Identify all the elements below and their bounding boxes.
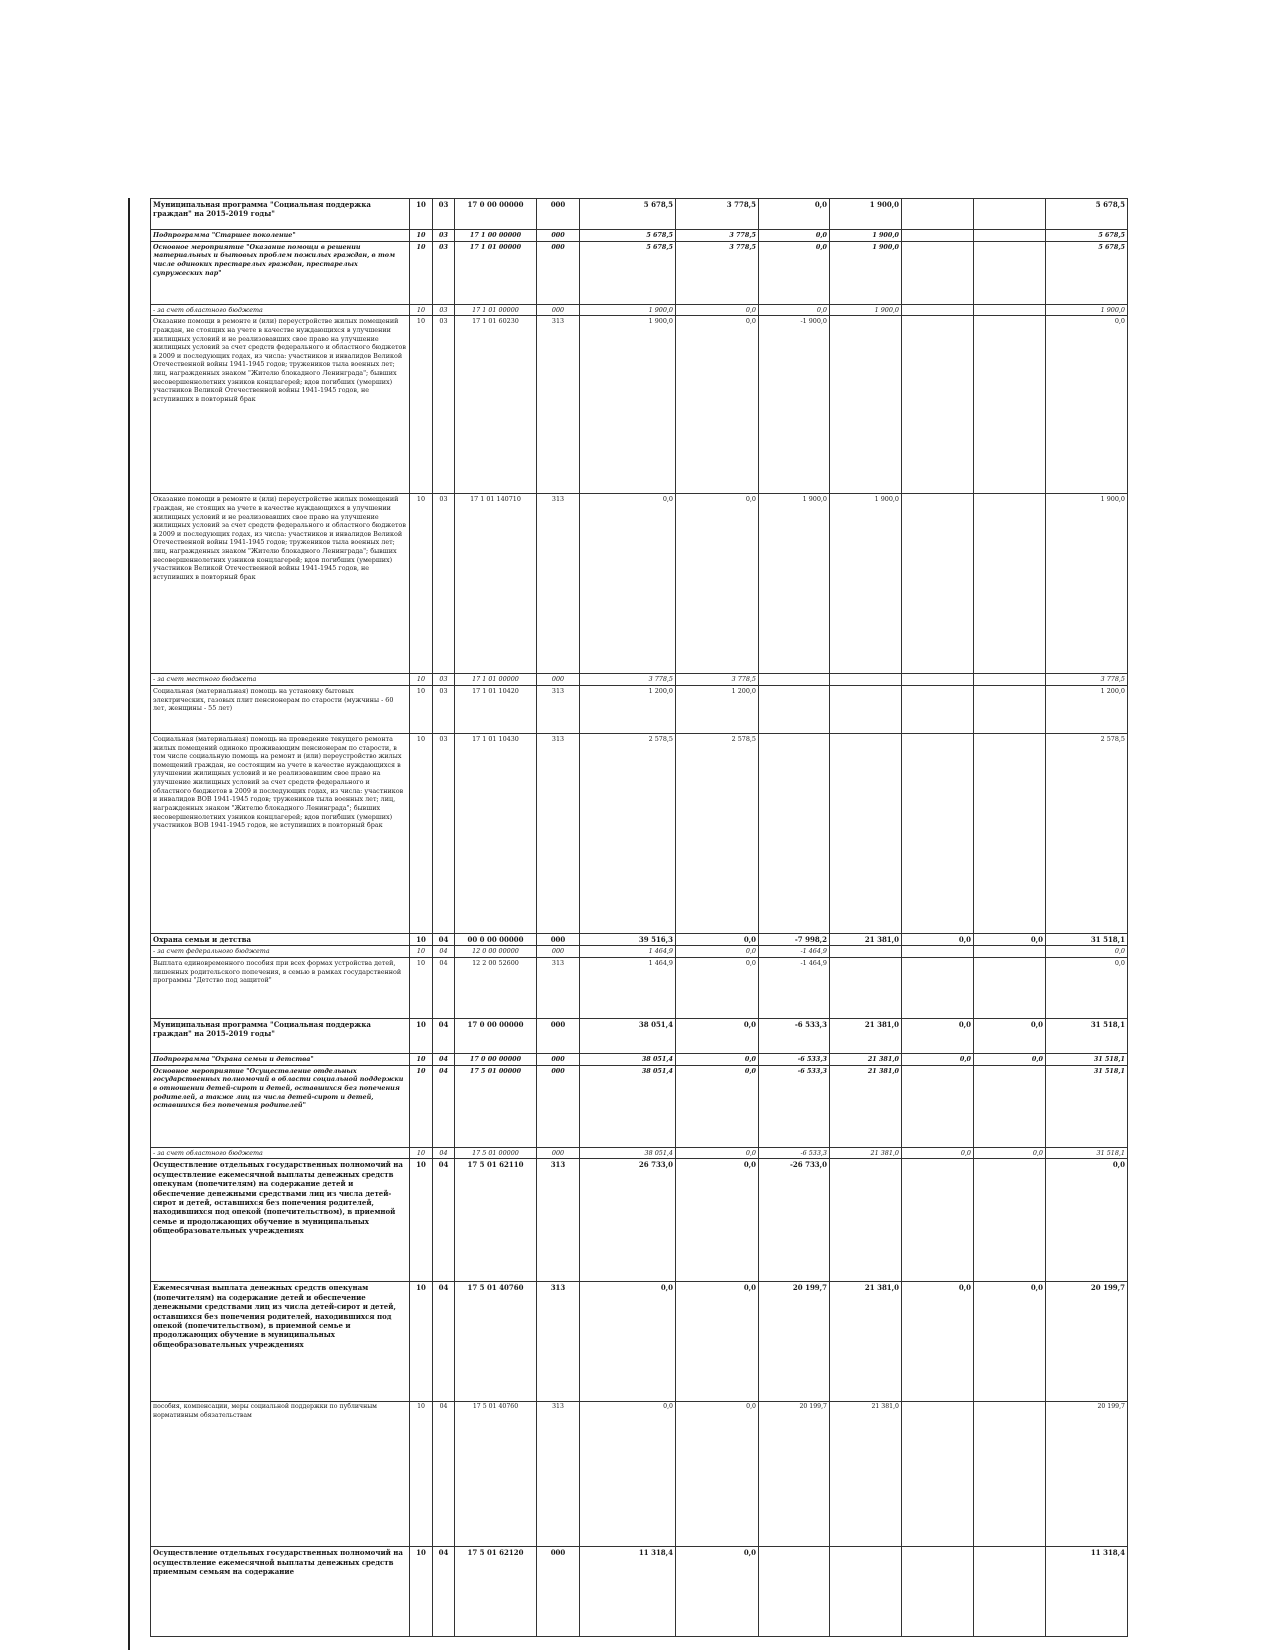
cell-amount-other <box>974 1065 1046 1147</box>
cell-section: 10 <box>410 494 433 674</box>
cell-expense-type: 000 <box>537 1019 580 1054</box>
cell-amount-other <box>974 316 1046 494</box>
cell-amount-approved: 38 051,4 <box>580 1065 676 1147</box>
cell-amount-change: 0,0 <box>759 230 830 242</box>
cell-target-article: 17 5 01 62110 <box>455 1159 537 1282</box>
cell-amount-regional <box>830 316 902 494</box>
cell-amount-federal: 0,0 <box>902 1019 974 1054</box>
cell-amount-local: 0,0 <box>676 494 759 674</box>
cell-amount-other <box>974 674 1046 686</box>
cell-amount-regional <box>830 946 902 958</box>
cell-amount-change: -1 464,9 <box>759 958 830 1019</box>
cell-target-article: 17 1 01 10430 <box>455 733 537 933</box>
cell-amount-total: 31 518,1 <box>1046 933 1128 945</box>
cell-amount-total: 2 578,5 <box>1046 733 1128 933</box>
cell-expense-type: 313 <box>537 685 580 733</box>
cell-name: Осуществление отдельных государственных полномочий на осуществление ежемесячной выплаты денежных средств приемным семьям на содержание <box>151 1547 410 1637</box>
cell-amount-local: 2 578,5 <box>676 733 759 933</box>
cell-target-article: 17 5 01 40760 <box>455 1402 537 1547</box>
cell-amount-approved: 38 051,4 <box>580 1019 676 1054</box>
cell-amount-federal <box>902 685 974 733</box>
cell-target-article: 17 1 01 00000 <box>455 241 537 304</box>
cell-amount-other <box>974 241 1046 304</box>
cell-amount-approved: 1 464,9 <box>580 958 676 1019</box>
cell-section: 10 <box>410 958 433 1019</box>
cell-amount-approved: 0,0 <box>580 1282 676 1402</box>
cell-amount-local: 0,0 <box>676 1019 759 1054</box>
cell-amount-total: 11 318,4 <box>1046 1547 1128 1637</box>
cell-subsection: 03 <box>433 199 455 230</box>
cell-section: 10 <box>410 304 433 316</box>
cell-amount-local: 0,0 <box>676 316 759 494</box>
cell-amount-local: 0,0 <box>676 1402 759 1547</box>
cell-amount-approved: 26 733,0 <box>580 1159 676 1282</box>
cell-amount-regional: 21 381,0 <box>830 1282 902 1402</box>
cell-amount-total: 1 900,0 <box>1046 304 1128 316</box>
cell-section: 10 <box>410 199 433 230</box>
cell-amount-other <box>974 733 1046 933</box>
cell-amount-approved: 1 900,0 <box>580 304 676 316</box>
cell-amount-federal <box>902 494 974 674</box>
cell-amount-regional: 21 381,0 <box>830 933 902 945</box>
cell-subsection: 03 <box>433 733 455 933</box>
page-left-rule <box>128 198 130 1650</box>
cell-amount-other: 0,0 <box>974 1282 1046 1402</box>
cell-amount-regional <box>830 1159 902 1282</box>
table-row <box>151 230 1128 242</box>
cell-amount-local: 0,0 <box>676 1547 759 1637</box>
cell-subsection: 04 <box>433 1019 455 1054</box>
cell-name: Основное мероприятие "Оказание помощи в решении материальных и бытовых проблем пожилых граждан, в том числе одиноких престарелых граждан, престарелых супружеских пар" <box>151 241 410 304</box>
cell-amount-change <box>759 733 830 933</box>
cell-amount-federal <box>902 199 974 230</box>
cell-expense-type: 000 <box>537 1065 580 1147</box>
cell-amount-federal: 0,0 <box>902 1054 974 1066</box>
cell-name: Социальная (материальная) помощь на проведение текущего ремонта жилых помещений одиноко проживающим пенсионерам по старости, в том числе социальную помощь на ремонт и (или) переустройство жилых помещений граждан, не состоящим на учете в качестве нуждающихся в улучшении жилищных условий и не реализовавшим свое право на улучшение жилищных условий за счет средств федерального и областного бюджетов в 2009 и последующих годах, из числа: участников и инвалидов ВОВ 1941-1945 годов; тружеников тыла военных лет; лиц, награжденных знаком "Жителю блокадного Ленинграда"; бывших несовершеннолетних узников концлагерей; вдов погибших (умерших) участников ВОВ 1941-1945 годов, не вступивших в повторный брак <box>151 733 410 933</box>
cell-expense-type: 313 <box>537 958 580 1019</box>
cell-amount-regional <box>830 685 902 733</box>
cell-amount-federal <box>902 1065 974 1147</box>
table-row <box>151 733 1128 933</box>
cell-target-article: 00 0 00 00000 <box>455 933 537 945</box>
cell-amount-local: 3 778,5 <box>676 674 759 686</box>
cell-amount-other: 0,0 <box>974 933 1046 945</box>
cell-section: 10 <box>410 933 433 945</box>
cell-amount-approved: 5 678,5 <box>580 230 676 242</box>
cell-amount-approved: 38 051,4 <box>580 1147 676 1159</box>
cell-amount-federal <box>902 946 974 958</box>
cell-subsection: 04 <box>433 1065 455 1147</box>
cell-target-article: 17 0 00 00000 <box>455 1019 537 1054</box>
cell-amount-local: 0,0 <box>676 958 759 1019</box>
table-row <box>151 199 1128 230</box>
cell-amount-change: 0,0 <box>759 199 830 230</box>
cell-amount-regional <box>830 733 902 933</box>
cell-amount-total: 20 199,7 <box>1046 1402 1128 1547</box>
table-row <box>151 958 1128 1019</box>
cell-amount-approved: 1 900,0 <box>580 316 676 494</box>
cell-amount-regional: 21 381,0 <box>830 1054 902 1066</box>
cell-amount-other: 0,0 <box>974 1147 1046 1159</box>
cell-subsection: 03 <box>433 241 455 304</box>
cell-amount-approved: 3 778,5 <box>580 674 676 686</box>
cell-amount-regional: 21 381,0 <box>830 1402 902 1547</box>
cell-name: Основное мероприятие "Осуществление отдельных государственных полномочий в области социальной поддержки в отношении детей-сирот и детей, оставшихся без попечения родителей, а также лиц из числа детей-сирот и детей, оставшихся без попечения родителей" <box>151 1065 410 1147</box>
cell-amount-approved: 39 516,3 <box>580 933 676 945</box>
cell-amount-other <box>974 946 1046 958</box>
cell-amount-change <box>759 1547 830 1637</box>
cell-amount-local: 0,0 <box>676 304 759 316</box>
cell-amount-regional: 1 900,0 <box>830 241 902 304</box>
cell-subsection: 03 <box>433 230 455 242</box>
cell-name: Оказание помощи в ремонте и (или) переустройстве жилых помещений граждан, не стоящих на учете в качестве нуждающихся в улучшении жилищных условий и не реализовавших свое право на улучшение жилищных условий за счет средств федерального и областного бюджетов в 2009 и последующих годах, из числа: участников и инвалидов Великой Отечественной войны 1941-1945 годов; тружеников тыла военных лет; лиц, награжденных знаком "Жителю блокадного Ленинграда"; бывших несовершеннолетних узников концлагерей; вдов погибших (умерших) участников Великой Отечественной войны 1941-1945 годов, не вступивших в повторный брак <box>151 494 410 674</box>
cell-amount-change: -1 900,0 <box>759 316 830 494</box>
cell-amount-federal <box>902 1159 974 1282</box>
cell-amount-federal <box>902 733 974 933</box>
table-row <box>151 1147 1128 1159</box>
cell-amount-total: 5 678,5 <box>1046 199 1128 230</box>
cell-amount-regional: 1 900,0 <box>830 304 902 316</box>
cell-expense-type: 313 <box>537 733 580 933</box>
cell-amount-local: 0,0 <box>676 933 759 945</box>
cell-amount-other <box>974 304 1046 316</box>
cell-amount-change <box>759 674 830 686</box>
cell-amount-change: -6 533,3 <box>759 1147 830 1159</box>
cell-name: - за счет федерального бюджета <box>151 946 410 958</box>
table-row <box>151 946 1128 958</box>
cell-amount-local: 0,0 <box>676 946 759 958</box>
cell-section: 10 <box>410 733 433 933</box>
cell-subsection: 03 <box>433 674 455 686</box>
cell-expense-type: 313 <box>537 1402 580 1547</box>
cell-name: пособия, компенсации, меры социальной поддержки по публичным нормативным обязательствам <box>151 1402 410 1547</box>
table-row <box>151 304 1128 316</box>
cell-expense-type: 000 <box>537 304 580 316</box>
cell-target-article: 17 0 00 00000 <box>455 1054 537 1066</box>
cell-expense-type: 000 <box>537 946 580 958</box>
cell-expense-type: 313 <box>537 1282 580 1402</box>
cell-name: Выплата единовременного пособия при всех формах устройства детей, лишенных родительского попечения, в семью в рамках государственной программы "Детство под защитой" <box>151 958 410 1019</box>
cell-name: Оказание помощи в ремонте и (или) переустройстве жилых помещений граждан, не стоящих на учете в качестве нуждающихся в улучшении жилищных условий и не реализовавших свое право на улучшение жилищных условий за счет средств федерального и областного бюджетов в 2009 и последующих годах, из числа: участников и инвалидов Великой Отечественной войны 1941-1945 годов; тружеников тыла военных лет; лиц, награжденных знаком "Жителю блокадного Ленинграда"; бывших несовершеннолетних узников концлагерей; вдов погибших (умерших) участников Великой Отечественной войны 1941-1945 годов, не вступивших в повторный брак <box>151 316 410 494</box>
cell-target-article: 17 0 00 00000 <box>455 199 537 230</box>
cell-amount-local: 3 778,5 <box>676 199 759 230</box>
cell-amount-federal <box>902 241 974 304</box>
cell-amount-federal <box>902 1402 974 1547</box>
cell-amount-change: -26 733,0 <box>759 1159 830 1282</box>
cell-amount-regional <box>830 958 902 1019</box>
cell-amount-local: 3 778,5 <box>676 241 759 304</box>
cell-amount-regional: 1 900,0 <box>830 199 902 230</box>
cell-amount-approved: 5 678,5 <box>580 199 676 230</box>
cell-amount-approved: 38 051,4 <box>580 1054 676 1066</box>
cell-amount-approved: 2 578,5 <box>580 733 676 933</box>
cell-target-article: 17 5 01 62120 <box>455 1547 537 1637</box>
cell-name: Ежемесячная выплата денежных средств опекунам (попечителям) на содержание детей и обеспечение денежными средствами лиц из числа детей-сирот и детей, оставшихся без попечения родителей, находившихся под опекой (попечительством), в приемной семье и продолжающих обучение в муниципальных общеобразовательных учреждениях <box>151 1282 410 1402</box>
table-row <box>151 674 1128 686</box>
cell-expense-type: 000 <box>537 1547 580 1637</box>
cell-amount-change: 0,0 <box>759 304 830 316</box>
cell-amount-federal <box>902 230 974 242</box>
cell-amount-total: 3 778,5 <box>1046 674 1128 686</box>
cell-section: 10 <box>410 1054 433 1066</box>
cell-amount-total: 0,0 <box>1046 316 1128 494</box>
cell-target-article: 17 1 01 60230 <box>455 316 537 494</box>
cell-section: 10 <box>410 1065 433 1147</box>
cell-target-article: 17 1 01 00000 <box>455 304 537 316</box>
cell-amount-change: -7 998,2 <box>759 933 830 945</box>
cell-amount-total: 1 200,0 <box>1046 685 1128 733</box>
cell-subsection: 04 <box>433 933 455 945</box>
cell-amount-local: 0,0 <box>676 1282 759 1402</box>
cell-expense-type: 313 <box>537 1159 580 1282</box>
table-row <box>151 1065 1128 1147</box>
cell-section: 10 <box>410 1282 433 1402</box>
budget-table-body <box>151 199 1128 1637</box>
cell-amount-total: 0,0 <box>1046 946 1128 958</box>
cell-name: Охрана семьи и детства <box>151 933 410 945</box>
cell-amount-local: 0,0 <box>676 1147 759 1159</box>
cell-amount-other <box>974 230 1046 242</box>
cell-section: 10 <box>410 1159 433 1282</box>
cell-name: - за счет областного бюджета <box>151 304 410 316</box>
cell-amount-other: 0,0 <box>974 1019 1046 1054</box>
cell-name: Муниципальная программа "Социальная поддержка граждан" на 2015-2019 годы" <box>151 1019 410 1054</box>
table-row <box>151 316 1128 494</box>
cell-amount-federal: 0,0 <box>902 1282 974 1402</box>
cell-amount-change: 20 199,7 <box>759 1282 830 1402</box>
cell-target-article: 17 5 01 40760 <box>455 1282 537 1402</box>
cell-target-article: 17 1 01 00000 <box>455 674 537 686</box>
cell-subsection: 04 <box>433 1147 455 1159</box>
cell-expense-type: 313 <box>537 494 580 674</box>
cell-amount-change: -6 533,3 <box>759 1065 830 1147</box>
cell-amount-approved: 0,0 <box>580 494 676 674</box>
cell-amount-federal <box>902 316 974 494</box>
cell-amount-other <box>974 494 1046 674</box>
cell-amount-approved: 1 464,9 <box>580 946 676 958</box>
cell-amount-regional: 1 900,0 <box>830 230 902 242</box>
cell-amount-other <box>974 1547 1046 1637</box>
cell-subsection: 03 <box>433 685 455 733</box>
cell-amount-other <box>974 1159 1046 1282</box>
cell-name: - за счет местного бюджета <box>151 674 410 686</box>
cell-name: Муниципальная программа "Социальная поддержка граждан" на 2015-2019 годы" <box>151 199 410 230</box>
cell-amount-change: -6 533,3 <box>759 1054 830 1066</box>
table-row <box>151 494 1128 674</box>
cell-expense-type: 000 <box>537 199 580 230</box>
cell-target-article: 17 1 01 140710 <box>455 494 537 674</box>
cell-amount-local: 3 778,5 <box>676 230 759 242</box>
cell-amount-total: 1 900,0 <box>1046 494 1128 674</box>
cell-amount-regional: 21 381,0 <box>830 1065 902 1147</box>
cell-section: 10 <box>410 685 433 733</box>
cell-amount-total: 5 678,5 <box>1046 230 1128 242</box>
cell-section: 10 <box>410 241 433 304</box>
cell-amount-regional <box>830 1547 902 1637</box>
cell-amount-federal <box>902 1547 974 1637</box>
cell-amount-other: 0,0 <box>974 1054 1046 1066</box>
cell-amount-federal <box>902 304 974 316</box>
cell-amount-other <box>974 958 1046 1019</box>
cell-amount-regional: 21 381,0 <box>830 1019 902 1054</box>
cell-name: Подпрограмма "Старшее поколение" <box>151 230 410 242</box>
cell-expense-type: 000 <box>537 1054 580 1066</box>
cell-name: Социальная (материальная) помощь на установку бытовых электрических, газовых плит пенсионерам по старости (мужчины - 60 лет, женщины - 55 лет) <box>151 685 410 733</box>
cell-amount-local: 0,0 <box>676 1054 759 1066</box>
cell-amount-total: 31 518,1 <box>1046 1147 1128 1159</box>
cell-amount-total: 5 678,5 <box>1046 241 1128 304</box>
cell-subsection: 04 <box>433 1159 455 1282</box>
cell-amount-change: -6 533,3 <box>759 1019 830 1054</box>
table-row <box>151 933 1128 945</box>
cell-amount-change: 20 199,7 <box>759 1402 830 1547</box>
cell-section: 10 <box>410 1547 433 1637</box>
cell-amount-total: 31 518,1 <box>1046 1065 1128 1147</box>
cell-amount-approved: 0,0 <box>580 1402 676 1547</box>
cell-amount-federal: 0,0 <box>902 1147 974 1159</box>
cell-amount-total: 0,0 <box>1046 958 1128 1019</box>
cell-amount-local: 0,0 <box>676 1159 759 1282</box>
cell-amount-federal: 0,0 <box>902 933 974 945</box>
cell-target-article: 17 1 01 10420 <box>455 685 537 733</box>
cell-subsection: 04 <box>433 1547 455 1637</box>
cell-amount-change <box>759 685 830 733</box>
cell-name: Осуществление отдельных государственных полномочий на осуществление ежемесячной выплаты денежных средств опекунам (попечителям) на содержание детей и обеспечение денежными средствами лиц из числа детей-сирот и детей, оставшихся без попечения родителей, находившихся под опекой (попечительством), в приемной семье и продолжающих обучение в муниципальных общеобразовательных учреждениях <box>151 1159 410 1282</box>
cell-section: 10 <box>410 230 433 242</box>
cell-section: 10 <box>410 1019 433 1054</box>
cell-amount-federal <box>902 958 974 1019</box>
cell-target-article: 17 5 01 00000 <box>455 1147 537 1159</box>
cell-amount-local: 0,0 <box>676 1065 759 1147</box>
cell-amount-approved: 1 200,0 <box>580 685 676 733</box>
cell-amount-other <box>974 199 1046 230</box>
table-row <box>151 1282 1128 1402</box>
cell-amount-approved: 5 678,5 <box>580 241 676 304</box>
table-row <box>151 1547 1128 1637</box>
cell-section: 10 <box>410 674 433 686</box>
cell-section: 10 <box>410 946 433 958</box>
table-row <box>151 241 1128 304</box>
cell-expense-type: 000 <box>537 230 580 242</box>
cell-amount-local: 1 200,0 <box>676 685 759 733</box>
cell-amount-federal <box>902 674 974 686</box>
cell-subsection: 04 <box>433 1054 455 1066</box>
table-row <box>151 685 1128 733</box>
cell-target-article: 17 5 01 00000 <box>455 1065 537 1147</box>
cell-name: Подпрограмма "Охрана семьи и детства" <box>151 1054 410 1066</box>
cell-subsection: 03 <box>433 494 455 674</box>
cell-amount-total: 20 199,7 <box>1046 1282 1128 1402</box>
cell-amount-total: 31 518,1 <box>1046 1054 1128 1066</box>
cell-expense-type: 000 <box>537 241 580 304</box>
cell-subsection: 03 <box>433 304 455 316</box>
cell-amount-approved: 11 318,4 <box>580 1547 676 1637</box>
cell-amount-total: 0,0 <box>1046 1159 1128 1282</box>
cell-name: - за счет областного бюджета <box>151 1147 410 1159</box>
cell-amount-change: 1 900,0 <box>759 494 830 674</box>
cell-expense-type: 000 <box>537 674 580 686</box>
cell-expense-type: 313 <box>537 316 580 494</box>
cell-expense-type: 000 <box>537 933 580 945</box>
cell-subsection: 04 <box>433 1282 455 1402</box>
cell-subsection: 04 <box>433 1402 455 1547</box>
cell-section: 10 <box>410 1402 433 1547</box>
cell-subsection: 03 <box>433 316 455 494</box>
cell-expense-type: 000 <box>537 1147 580 1159</box>
cell-amount-other <box>974 1402 1046 1547</box>
cell-target-article: 12 2 00 52600 <box>455 958 537 1019</box>
cell-amount-regional <box>830 674 902 686</box>
cell-subsection: 04 <box>433 946 455 958</box>
cell-target-article: 17 1 00 00000 <box>455 230 537 242</box>
table-row <box>151 1054 1128 1066</box>
cell-amount-change: 0,0 <box>759 241 830 304</box>
cell-amount-other <box>974 685 1046 733</box>
cell-subsection: 04 <box>433 958 455 1019</box>
table-row <box>151 1159 1128 1282</box>
table-row <box>151 1402 1128 1547</box>
cell-amount-regional: 1 900,0 <box>830 494 902 674</box>
cell-section: 10 <box>410 316 433 494</box>
cell-target-article: 12 0 00 00000 <box>455 946 537 958</box>
cell-amount-regional: 21 381,0 <box>830 1147 902 1159</box>
cell-section: 10 <box>410 1147 433 1159</box>
table-row <box>151 1019 1128 1054</box>
cell-amount-change: -1 464,9 <box>759 946 830 958</box>
cell-amount-total: 31 518,1 <box>1046 1019 1128 1054</box>
budget-table <box>150 198 1128 1637</box>
